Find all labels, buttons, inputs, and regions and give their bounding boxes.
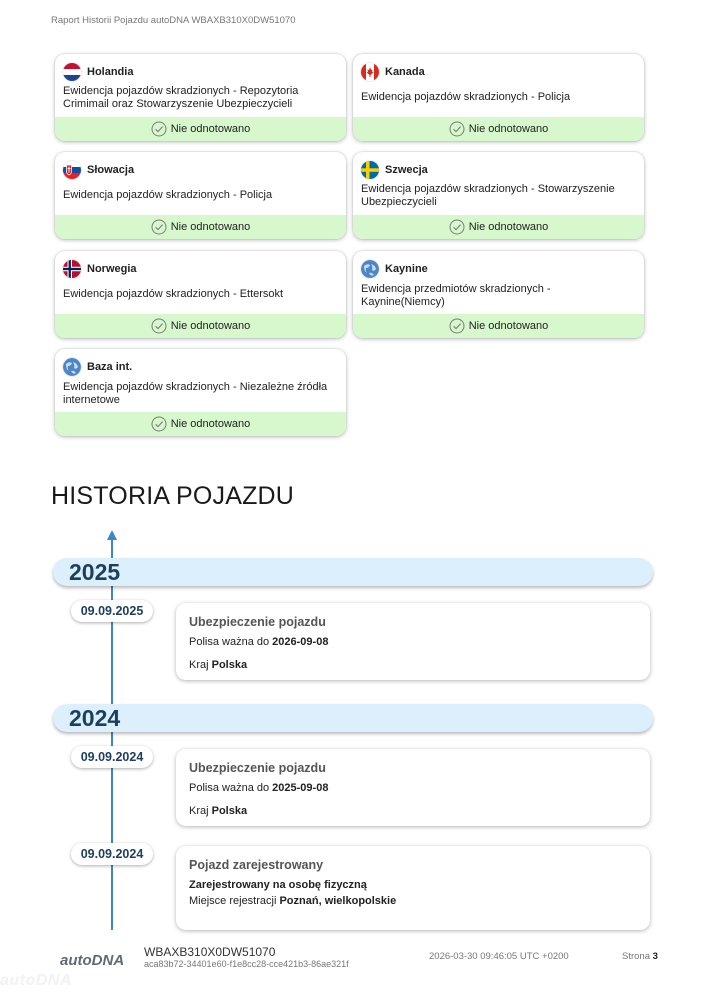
check-card-netherlands: [55, 54, 346, 141]
country-name: Holandia: [87, 66, 134, 78]
globe-icon: [361, 260, 379, 278]
check-card-sweden: [353, 152, 644, 239]
event-date: 09.09.2024: [71, 843, 153, 865]
country-name: Szwecja: [385, 164, 428, 176]
watermark: autoDNA: [0, 972, 72, 989]
page-footer: [0, 935, 707, 1000]
check-description: Ewidencja pojazdów skradzionych - Stowarzyszenie Ubezpieczycieli: [361, 183, 615, 208]
event-detail: Zarejestrowany na osobę fizyczną: [189, 879, 367, 891]
check-circle-icon: [449, 219, 465, 235]
check-card-kaynine: [353, 251, 644, 338]
year-bar-2024: [53, 704, 653, 732]
canada-flag-icon: [361, 63, 379, 81]
event-detail: Kraj Polska: [189, 659, 248, 671]
check-description: Ewidencja przedmiotów skradzionych - Kaynine(Niemcy): [361, 283, 551, 308]
status-text: Nie odnotowano: [468, 123, 549, 135]
check-card-norway: [55, 251, 346, 338]
check-circle-icon: [151, 318, 167, 334]
event-detail: Polisa ważna do 2026-09-08: [189, 636, 329, 648]
check-circle-icon: [449, 318, 465, 334]
timeline-line: [111, 540, 113, 930]
section-title: HISTORIA POJAZDU: [51, 482, 295, 510]
year-label: 2025: [69, 559, 121, 585]
arrow-up-icon: [107, 530, 117, 540]
slovakia-flag-icon: [63, 161, 81, 179]
status-bar: [55, 117, 346, 141]
country-name: Słowacja: [87, 164, 135, 176]
status-text: Nie odnotowano: [170, 123, 251, 135]
check-description: Ewidencja pojazdów skradzionych - Policja: [361, 91, 571, 103]
footer-vin: WBAXB310X0DW51070: [144, 945, 276, 959]
check-circle-icon: [151, 219, 167, 235]
check-card-slovakia: [55, 152, 346, 239]
event-date: 09.09.2024: [71, 746, 153, 768]
footer-timestamp: 2026-03-30 09:46:05 UTC +0200: [429, 951, 569, 962]
check-description: Ewidencja pojazdów skradzionych - Niezależne źródła internetowe: [63, 381, 328, 406]
check-description: Ewidencja pojazdów skradzionych - Policja: [63, 189, 273, 201]
check-card-canada: [353, 54, 644, 141]
event-card-insurance-2024: [176, 749, 650, 826]
event-card-insurance-2025: [176, 603, 650, 680]
status-text: Nie odnotowano: [170, 221, 251, 233]
event-title: Pojazd zarejestrowany: [189, 858, 324, 872]
status-text: Nie odnotowano: [170, 320, 251, 332]
event-detail: Miejsce rejestracji Poznań, wielkopolskie: [189, 895, 397, 907]
check-description: Ewidencja pojazdów skradzionych - Repozytoria Crimimail oraz Stowarzyszenie Ubezpieczycieli: [63, 85, 299, 110]
check-circle-icon: [151, 121, 167, 137]
year-label: 2024: [69, 705, 121, 731]
globe-icon: [63, 358, 81, 376]
netherlands-flag-icon: [63, 63, 81, 81]
autodna-logo: autoDNA: [60, 952, 125, 969]
event-title: Ubezpieczenie pojazdu: [189, 615, 326, 629]
check-description: Ewidencja pojazdów skradzionych - Ettersokt: [63, 288, 284, 300]
country-name: Norwegia: [87, 263, 137, 275]
check-circle-icon: [151, 416, 167, 432]
status-text: Nie odnotowano: [170, 418, 251, 430]
event-card-registration: [176, 846, 650, 930]
check-card-internet-db: [55, 349, 346, 436]
status-bar: [353, 117, 644, 141]
footer-hash: aca83b72-34401e60-f1e8cc28-cce421b3-86ae321f: [144, 959, 349, 969]
status-bar: [353, 215, 644, 239]
page-number: Strona 3: [622, 951, 658, 962]
sweden-flag-icon: [361, 161, 379, 179]
check-circle-icon: [449, 121, 465, 137]
event-detail: Kraj Polska: [189, 805, 248, 817]
status-text: Nie odnotowano: [468, 320, 549, 332]
country-name: Baza int.: [87, 361, 133, 373]
country-name: Kaynine: [385, 263, 428, 275]
report-header: Raport Historii Pojazdu autoDNA WBAXB310X0DW51070: [51, 15, 296, 26]
status-text: Nie odnotowano: [468, 221, 549, 233]
event-date: 09.09.2025: [71, 600, 153, 622]
year-bar-2025: [53, 558, 653, 586]
status-bar: [55, 314, 346, 338]
status-bar: [55, 215, 346, 239]
status-bar: [55, 412, 346, 436]
country-name: Kanada: [385, 66, 425, 78]
event-title: Ubezpieczenie pojazdu: [189, 761, 326, 775]
event-detail: Polisa ważna do 2025-09-08: [189, 782, 329, 794]
status-bar: [353, 314, 644, 338]
norway-flag-icon: [63, 260, 81, 278]
